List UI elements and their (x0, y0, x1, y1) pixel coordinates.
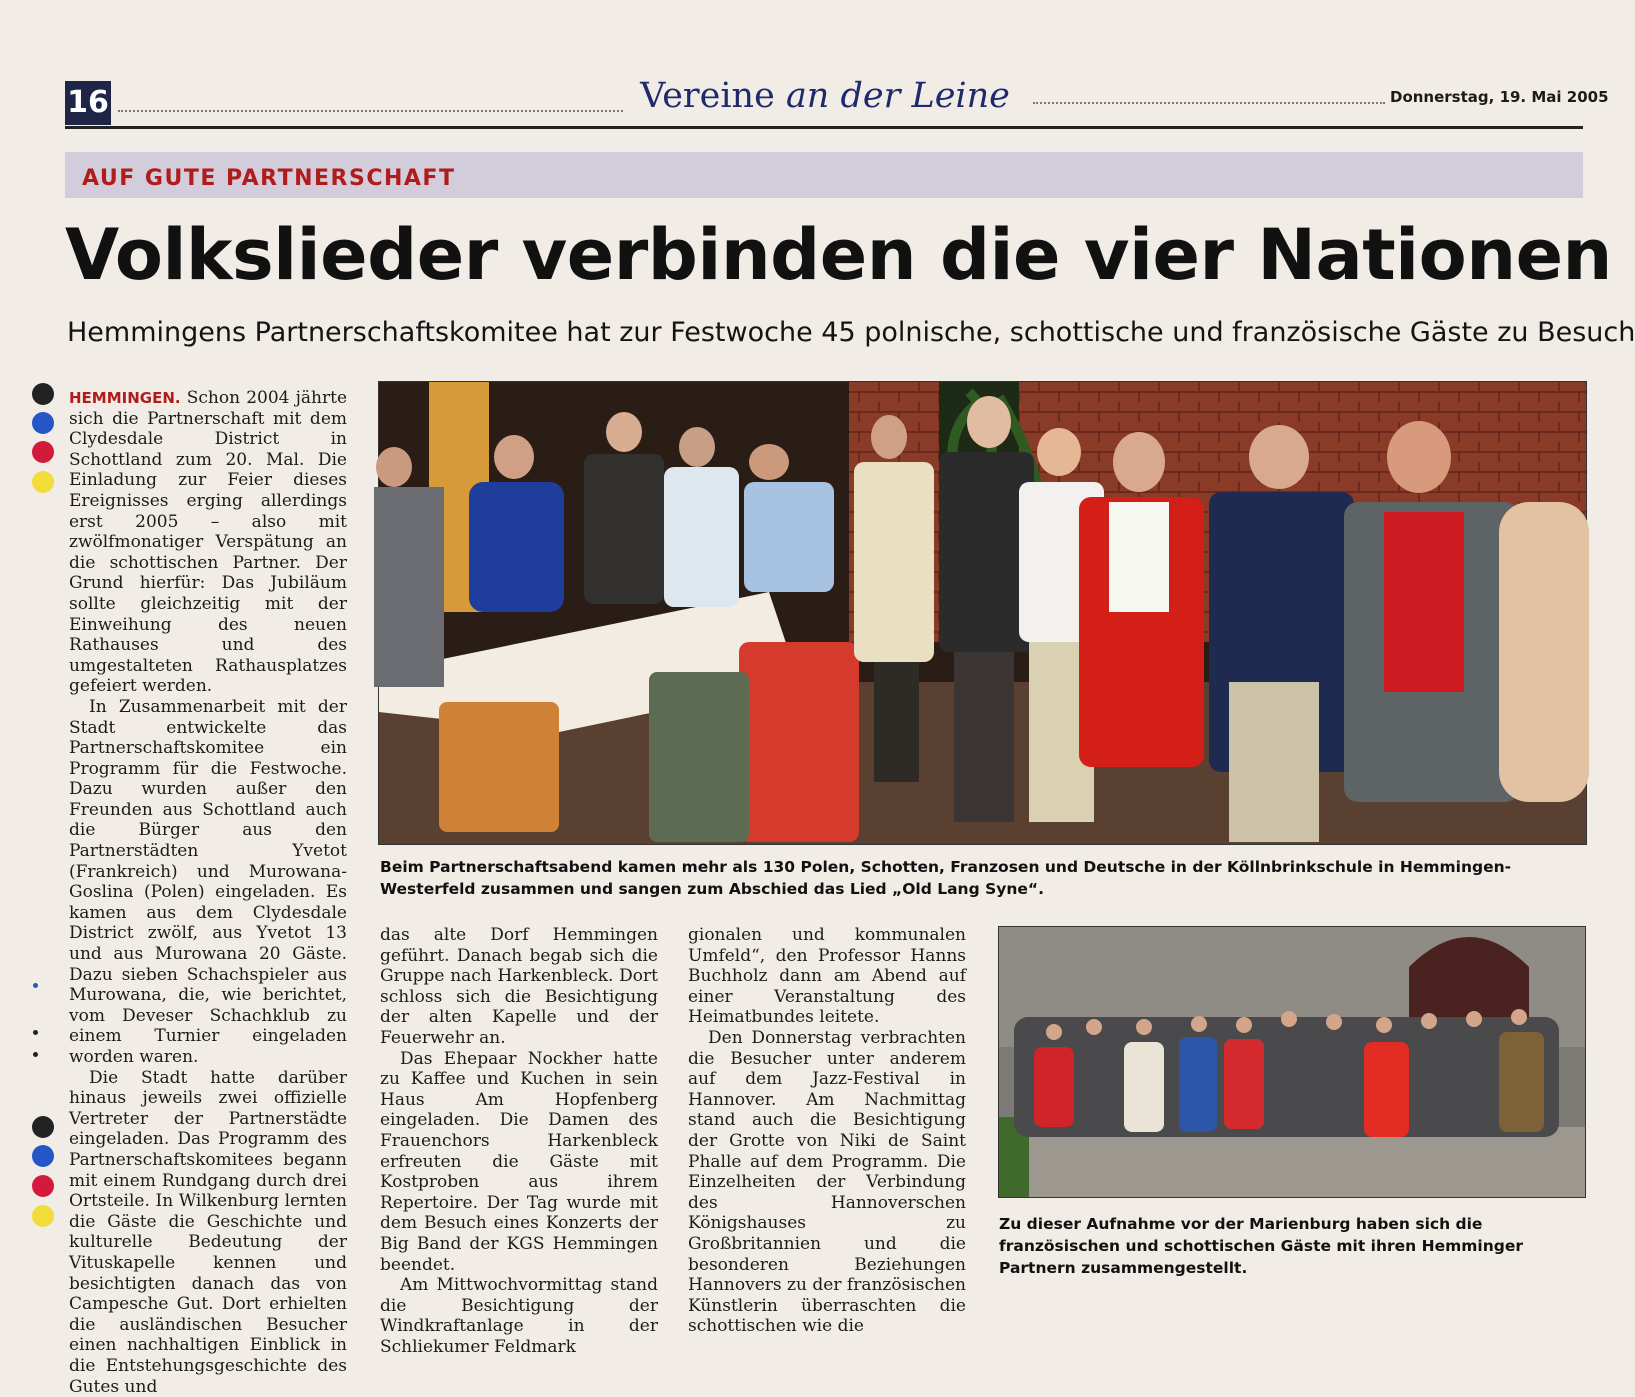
photo-caption-2: Zu dieser Aufnahme vor der Marienburg haben sich die französischen und schottischen Gäste mit ihren Hemminger Partnern zusammengestellt. (999, 1215, 1523, 1277)
registration-mark-black (32, 1116, 54, 1138)
subheadline: Hemmingens Partnerschaftskomitee hat zur Festwoche 45 polnische, schottische und französische Gäste zu Besuch (67, 317, 1635, 348)
paragraph: Am Mittwochvormittag stand die Besichtigung der Windkraftanlage in der Schliekumer Feldmark (380, 1275, 658, 1357)
paragraph: In Zusammenarbeit mit der Stadt entwickelte das Partnerschaftskomitee ein Programm für die Festwoche. Dazu wurden außer den Freunden aus Schottland auch die Bürger aus den Partnerstädten Yvetot (Frankreich) und Murowana-Goslina (Polen) eingeladen. Es kamen aus dem Clydesdale District zwölf, aus Yvetot 13 und aus Murowana 20 Gäste. Dazu sieben Schachspieler aus Murowana, die, wie berichtet, vom Deveser Schachklub zu einem Turnier eingeladen worden waren. (69, 696, 347, 1067)
registration-mark-blue (32, 1145, 54, 1167)
photo-partnership-evening-image (379, 382, 1586, 844)
registration-mark-red (32, 1175, 54, 1197)
paragraph: Den Donnerstag verbrachten die Besucher unter anderem auf dem Jazz-Festival in Hannover. Am Nachmittag stand auch die Besichtigung der Grotte von Niki de Saint Phalle auf dem Programm. Die Einzelheiten der Verbindung des Hannoverschen Königshauses zu Großbritannien und die besonderen Beziehungen Hannovers zu der französischen Künstlerin überraschten die schottischen wie die (688, 1027, 966, 1337)
paragraph: Die Stadt hatte darüber hinaus jeweils zwei offizielle Vertreter der Partnerstädte eingeladen. Das Programm des Partnerschaftskomitees begann mit einem Rundgang durch drei Ortsteile. In Wilkenburg lernten die Gäste die Geschichte und kulturelle Bedeutung der Vituskapelle kennen und besichtigten danach das von Campesche Gut. Dort erhielten die ausländischen Besucher einen nachhaltigen Einblick in die Entstehungsgeschichte des Gutes und (69, 1067, 347, 1397)
issue-date: Donnerstag, 19. Mai 2005 (1390, 88, 1609, 106)
kicker: AUF GUTE PARTNERSCHAFT (82, 166, 456, 191)
article-column-3 (688, 925, 966, 1337)
paragraph (69, 388, 347, 697)
registration-mark-blue (32, 412, 54, 434)
header-rule (65, 126, 1583, 129)
header-leader-dots (118, 110, 623, 112)
registration-mark-yellow (32, 1205, 54, 1227)
photo-caption-1: Beim Partnerschaftsabend kamen mehr als 130 Polen, Schotten, Franzosen und Deutsche in der Köllnbrinkschule in Hemmingen-Westerfeld zusammen und sangen zum Abschied das Lied „Old Lang Syne“. (380, 858, 1512, 898)
margin-dot (33, 983, 38, 988)
registration-mark-black (32, 383, 54, 405)
section-title-part2: an der Leine (785, 76, 1010, 116)
margin-dot (33, 1052, 38, 1057)
margin-dot (33, 1030, 38, 1035)
photo-group-marienburg (998, 926, 1586, 1198)
dateline: HEMMINGEN. (69, 389, 181, 407)
header-leader-dots (1033, 102, 1385, 104)
headline: Volkslieder verbinden die vier Nationen (65, 214, 1612, 296)
registration-mark-yellow (32, 471, 54, 493)
paragraph-text: Schon 2004 jährte sich die Partnerschaft mit dem Clydesdale District in Schottland zum 20. Mal. Die Einladung zur Feier dieses Ereignisses erging allerdings erst 2005 – also mit zwölfmonatiger Verspätung an die schottischen Partner. Der Grund hierfür: Das Jubiläum sollte gleichzeitig mit der Einweihung des neuen Rathauses und des umgestalteten Rathausplatzes gefeiert werden. (69, 388, 347, 697)
group-silhouettes (1014, 1009, 1559, 1137)
section-title-part1: Vereine (640, 76, 775, 116)
article-column-2 (380, 925, 658, 1357)
registration-mark-red (32, 441, 54, 463)
section-title (625, 76, 1025, 116)
photo-group-marienburg-image (999, 927, 1585, 1197)
paragraph: gionalen und kommunalen Umfeld“, den Professor Hanns Buchholz dann am Abend auf einer Veranstaltung des Heimatbundes leitete. (688, 925, 966, 1028)
photo-partnership-evening (378, 381, 1587, 845)
page-number: 16 (65, 81, 111, 125)
paragraph: Das Ehepaar Nockher hatte zu Kaffee und Kuchen in sein Haus Am Hopfenberg eingeladen. Die Damen des Frauenchors Harkenbleck erfreuten die Gäste mit Kostproben aus ihrem Repertoire. Der Tag wurde mit dem Besuch eines Konzerts der Big Band der KGS Hemmingen beendet. (380, 1048, 658, 1275)
paragraph: das alte Dorf Hemmingen geführt. Danach begab sich die Gruppe nach Harkenbleck. Dort schloss sich die Besichtigung der alten Kapelle und der Feuerwehr an. (380, 925, 658, 1048)
article-column-1 (69, 388, 347, 1397)
